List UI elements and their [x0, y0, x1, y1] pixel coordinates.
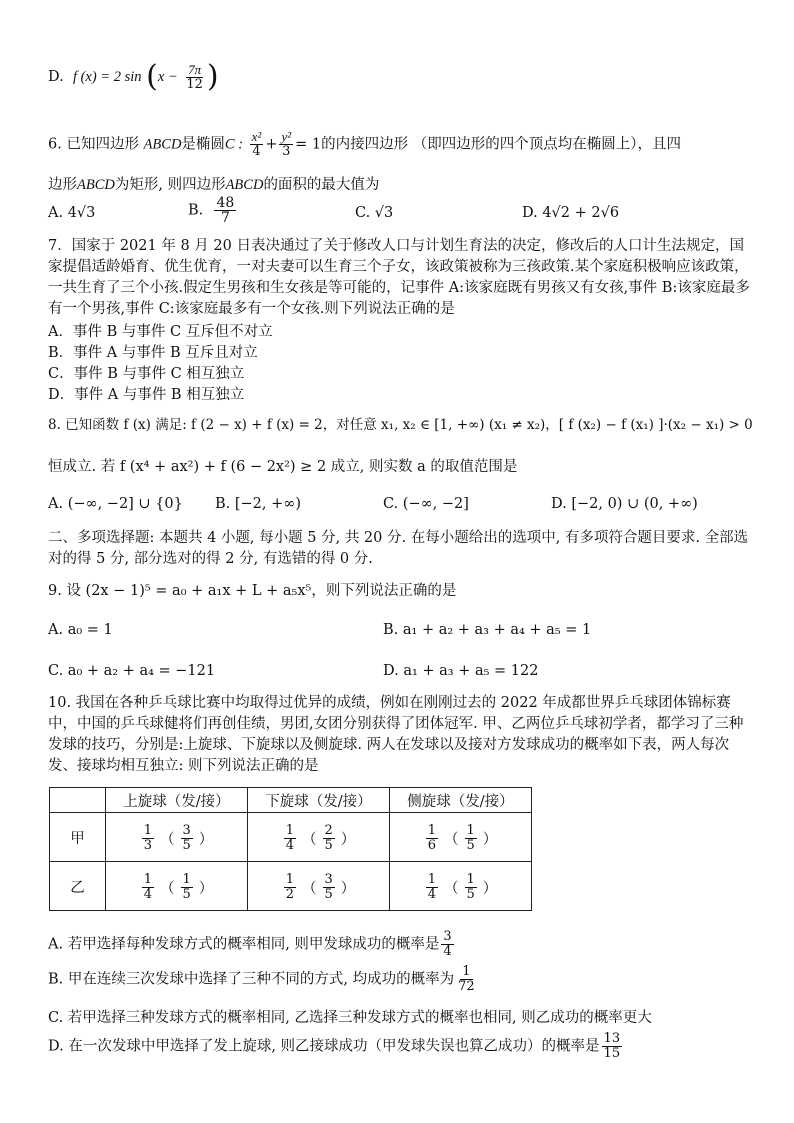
q8-option-d: D. [−2, 0) ∪ (0, +∞) — [551, 496, 698, 512]
q9-stem: 9. 设 (2x − 1)⁵ = a₀ + a₁x + L + a₅x⁵，则下列说法正确的是 — [48, 583, 457, 599]
q9-option-a: A. a₀ = 1 — [48, 622, 113, 638]
q8-stem-line1: 8. 已知函数 f (x) 满足: f (2 − x) + f (x) = 2，对任意 x₁, x₂ ∈ [1, +∞) (x₁ ≠ x₂)，[ f (x₂) − f (x₁) ]·(x₂ − x₁) > 0 — [48, 417, 753, 433]
q5-option-d-fraction: $\frac{7\pi}{12}$ — [186, 61, 203, 92]
q7-option-b: B．事件 A 与事件 B 互斥且对立 — [48, 345, 258, 361]
q5-option-d: D. f (x) = 2 sin (x − $\frac{7\pi}{12}$ ) — [48, 59, 219, 94]
q7-option-c: C．事件 B 与事件 C 相互独立 — [48, 366, 245, 382]
row-name: 甲 — [50, 813, 106, 862]
table-row — [50, 813, 532, 862]
q7-stem: 7．国家于 2021 年 8 月 20 日表决通过了关于修改人口与计划生育法的决定，修改后的人口计生法规定，国家提倡适龄婚育、优生优育，一对夫妻可以生育三个子女，该政策被称为三孩政策.某个家庭积极响应该政策，一共生育了三个小孩.假定生男孩和生女孩是等可能的，记事件 A:该家庭既有男孩又有女孩,事件 B:该家庭最多有一个男孩,事件 C:该家庭最多有一个女孩.则下列说法正确的是 — [48, 238, 750, 317]
q6-stem-line2: 边形ABCD为矩形, 则四边形ABCD的面积的最大值为 — [48, 177, 380, 193]
table-cell: $\frac{1}{4}$ （ $\frac{1}{5}$ ） — [390, 862, 532, 911]
q6-stem: 6. 已知四边形 ABCD是椭圆C : $\frac{\text{x²}}{4}$ + $\frac{\text{y²}}{3}$ = 1的内接四边形 （即四边形的四个顶点均在椭圆上），且四 — [48, 129, 681, 159]
q10-option-d: D. 在一次发球中甲选择了发上旋球, 则乙接球成功（甲发球失误也算乙成功）的概率是 $\frac{13}{15}$ — [48, 1031, 621, 1061]
q5-option-d-lhs: f (x) = 2 sin — [72, 69, 142, 85]
table-header-cell — [50, 788, 106, 813]
q10-option-c: C. 若甲选择三种发球方式的概率相同, 乙选择三种发球方式的概率也相同, 则乙成功的概率更大 — [48, 1010, 652, 1026]
q6-x-fraction: $\frac{\text{x²}}{4}$ — [251, 129, 262, 159]
table-header-cell: 下旋球（发/接） — [248, 788, 390, 813]
table-cell: $\frac{1}{6}$ （ $\frac{1}{5}$ ） — [390, 813, 532, 862]
q9-option-c: C. a₀ + a₂ + a₄ = −121 — [48, 663, 216, 679]
q8-stem-line2: 恒成立. 若 f (x⁴ + ax²) + f (6 − 2x²) ≥ 2 成立, 则实数 a 的取值范围是 — [48, 459, 518, 475]
q10-option-b: B. 甲在连续三次发球中选择了三种不同的方式, 均成功的概率为 $\frac{1}{72}$ — [48, 964, 475, 994]
table-cell: $\frac{1}{4}$ （ $\frac{1}{5}$ ） — [106, 862, 248, 911]
q6-y-fraction: $\frac{\text{y²}}{3}$ — [281, 129, 292, 159]
row-name: 乙 — [50, 862, 106, 911]
table-header-row — [50, 788, 532, 813]
q10-stem: 10. 我国在各种乒乓球比赛中均取得过优异的成绩，例如在刚刚过去的 2022 年成都世界乒乓球团体锦标赛中，中国的乒乓球健将们再创佳绩，男团,女团分别获得了团体冠军. 甲、乙两位乒乓球初学者，都学习了三种发球的技巧，分别是:上旋球、下旋球以及侧旋球. 两人在发球以及接对方发球成功的概率如下表，两人每次发、接球均相互独立: 则下列说法正确的是 — [48, 695, 744, 774]
table-cell: $\frac{1}{3}$ （ $\frac{3}{5}$ ） — [106, 813, 248, 862]
probability-table — [49, 787, 532, 911]
table-header-cell: 侧旋球（发/接） — [390, 788, 532, 813]
q5-option-d-label: D. — [48, 69, 64, 85]
q6-option-a: A. 4√3 — [48, 205, 96, 221]
table-cell: $\frac{1}{2}$ （ $\frac{3}{5}$ ） — [248, 862, 390, 911]
table-header-cell: 上旋球（发/接） — [106, 788, 248, 813]
q9-option-d: D. a₁ + a₃ + a₅ = 122 — [383, 663, 539, 679]
q7-option-a: A．事件 B 与事件 C 互斥但不对立 — [48, 324, 273, 340]
q8-option-a: A. (−∞, −2] ∪ {0} — [48, 496, 183, 512]
q6-option-b: B. $\frac{48}{7}$ — [188, 195, 235, 226]
section2-heading: 二、多项选择题: 本题共 4 小题, 每小题 5 分, 共 20 分. 在每小题给出的选项中, 有多项符合题目要求. 全部选对的得 5 分, 部分选对的得 2 分, 有选错的得 0 分. — [48, 530, 749, 567]
q9-option-b: B. a₁ + a₂ + a₃ + a₄ + a₅ = 1 — [383, 622, 592, 638]
q6-option-c: C. √3 — [355, 205, 394, 221]
q8-option-c: C. (−∞, −2] — [383, 496, 469, 512]
q10-option-a: A. 若甲选择每种发球方式的概率相同, 则甲发球成功的概率是 $\frac{3}{4}$ — [48, 929, 452, 959]
q7-option-d: D．事件 A 与事件 B 相互独立 — [48, 387, 245, 403]
q5-option-d-inner: x − — [157, 69, 178, 85]
table-cell: $\frac{1}{4}$ （ $\frac{2}{5}$ ） — [248, 813, 390, 862]
table-row — [50, 862, 532, 911]
q8-option-b: B. [−2, +∞) — [215, 496, 302, 512]
q6-option-d: D. 4√2 + 2√6 — [522, 205, 620, 221]
